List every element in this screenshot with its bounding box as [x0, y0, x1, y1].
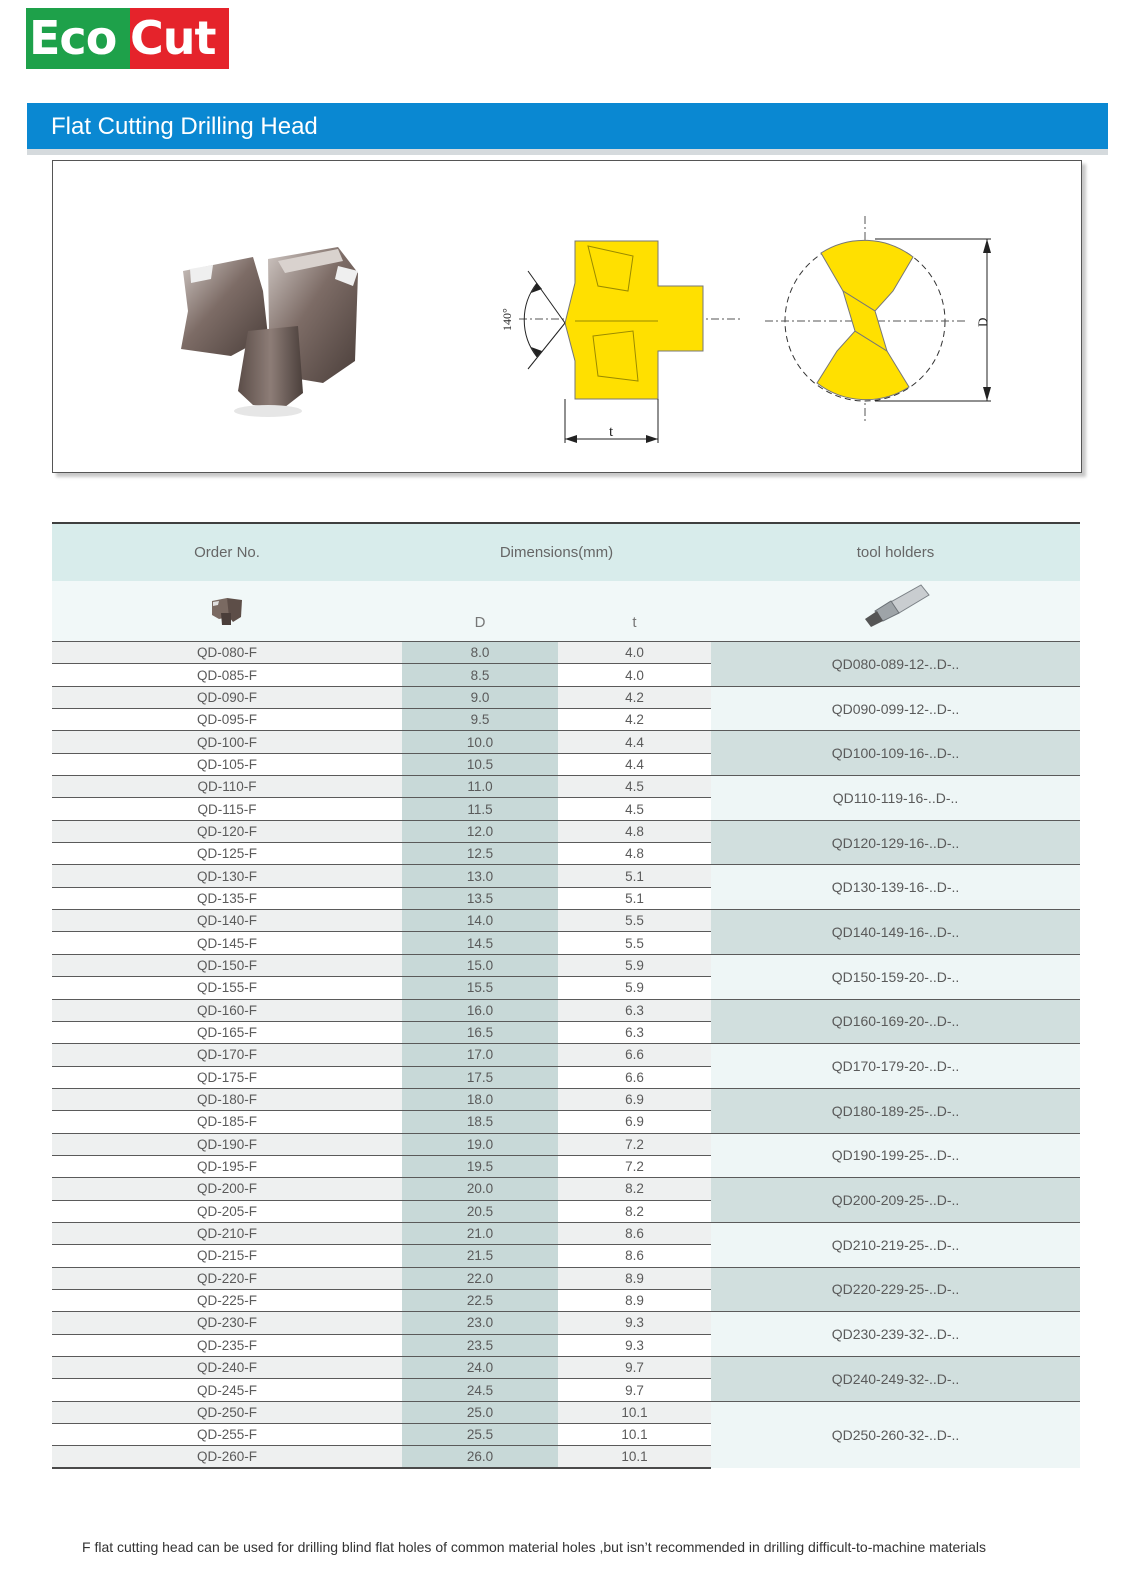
t-value-cell: 7.2	[558, 1155, 711, 1177]
d-value-cell: 15.5	[402, 977, 558, 999]
order-no-cell: QD-180-F	[52, 1088, 402, 1110]
table-row	[52, 1267, 1080, 1289]
d-value-cell: 10.0	[402, 731, 558, 753]
t-value-cell: 4.5	[558, 798, 711, 820]
table-row	[52, 999, 1080, 1021]
product-figure-box	[52, 160, 1082, 473]
tool-holder-thumbnail	[711, 581, 1080, 642]
order-no-cell: QD-145-F	[52, 932, 402, 954]
d-value-cell: 14.0	[402, 910, 558, 932]
d-value-cell: 13.5	[402, 887, 558, 909]
tool-holder-cell: QD250-260-32-..D-..	[711, 1401, 1080, 1468]
order-no-cell: QD-170-F	[52, 1044, 402, 1066]
table-row	[52, 1088, 1080, 1110]
d-value-cell: 13.0	[402, 865, 558, 887]
tool-holder-cell: QD160-169-20-..D-..	[711, 999, 1080, 1044]
table-row	[52, 954, 1080, 976]
table-row	[52, 1401, 1080, 1423]
title-banner	[27, 103, 1108, 155]
tool-holder-cell: QD130-139-16-..D-..	[711, 865, 1080, 910]
front-view-drawing	[765, 216, 991, 423]
d-value-cell: 11.5	[402, 798, 558, 820]
d-value-cell: 19.5	[402, 1155, 558, 1177]
logo-eco-text: Eco	[26, 8, 130, 69]
order-no-cell: QD-095-F	[52, 709, 402, 731]
order-no-cell: QD-100-F	[52, 731, 402, 753]
d-value-cell: 18.0	[402, 1088, 558, 1110]
t-value-cell: 5.5	[558, 932, 711, 954]
tool-holder-cell: QD240-249-32-..D-..	[711, 1357, 1080, 1402]
table-row	[52, 1357, 1080, 1379]
order-no-cell: QD-175-F	[52, 1066, 402, 1088]
order-no-cell: QD-190-F	[52, 1133, 402, 1155]
t-value-cell: 8.9	[558, 1267, 711, 1289]
t-value-cell: 9.7	[558, 1379, 711, 1401]
order-no-cell: QD-080-F	[52, 642, 402, 664]
logo-cut-text: Cut	[130, 8, 229, 69]
tool-holder-cell: QD230-239-32-..D-..	[711, 1312, 1080, 1357]
tool-holder-cell: QD190-199-25-..D-..	[711, 1133, 1080, 1178]
order-no-cell: QD-210-F	[52, 1222, 402, 1244]
table-row	[52, 1312, 1080, 1334]
t-value-cell: 6.3	[558, 999, 711, 1021]
d-value-cell: 8.5	[402, 664, 558, 686]
t-value-cell: 8.6	[558, 1222, 711, 1244]
t-value-cell: 8.2	[558, 1178, 711, 1200]
d-value-cell: 22.5	[402, 1289, 558, 1311]
order-no-cell: QD-235-F	[52, 1334, 402, 1356]
t-value-cell: 4.8	[558, 843, 711, 865]
drill-head-photo	[181, 247, 358, 417]
order-no-cell: QD-155-F	[52, 977, 402, 999]
table-row	[52, 686, 1080, 708]
d-value-cell: 14.5	[402, 932, 558, 954]
t-value-cell: 6.6	[558, 1044, 711, 1066]
t-value-cell: 4.5	[558, 776, 711, 798]
page-title: Flat Cutting Drilling Head	[51, 113, 318, 140]
d-dimension-label: D	[975, 317, 990, 327]
order-no-cell: QD-105-F	[52, 753, 402, 775]
t-value-cell: 5.5	[558, 910, 711, 932]
d-value-cell: 20.0	[402, 1178, 558, 1200]
tool-holder-cell: QD090-099-12-..D-..	[711, 686, 1080, 731]
t-value-cell: 10.1	[558, 1424, 711, 1446]
t-value-cell: 5.9	[558, 954, 711, 976]
order-no-cell: QD-230-F	[52, 1312, 402, 1334]
table-header-row	[52, 523, 1080, 581]
d-value-cell: 25.5	[402, 1424, 558, 1446]
d-value-cell: 22.0	[402, 1267, 558, 1289]
t-value-cell: 9.7	[558, 1357, 711, 1379]
d-value-cell: 20.5	[402, 1200, 558, 1222]
order-no-cell: QD-115-F	[52, 798, 402, 820]
tool-holder-cell: QD100-109-16-..D-..	[711, 731, 1080, 776]
tool-holder-cell: QD110-119-16-..D-..	[711, 776, 1080, 821]
t-value-cell: 4.0	[558, 664, 711, 686]
t-value-cell: 10.1	[558, 1446, 711, 1468]
order-no-cell: QD-125-F	[52, 843, 402, 865]
order-no-cell: QD-185-F	[52, 1111, 402, 1133]
product-drawings	[53, 161, 1081, 472]
table-row	[52, 776, 1080, 798]
d-value-cell: 9.5	[402, 709, 558, 731]
d-value-cell: 12.0	[402, 820, 558, 842]
tool-holder-cell: QD150-159-20-..D-..	[711, 954, 1080, 999]
d-value-cell: 18.5	[402, 1111, 558, 1133]
table-row	[52, 1133, 1080, 1155]
t-value-cell: 4.2	[558, 709, 711, 731]
d-value-cell: 21.5	[402, 1245, 558, 1267]
tool-holder-cell: QD180-189-25-..D-..	[711, 1088, 1080, 1133]
t-value-cell: 10.1	[558, 1401, 711, 1423]
ecocut-logo	[26, 8, 229, 69]
tool-holder-cell: QD220-229-25-..D-..	[711, 1267, 1080, 1312]
angle-label: 140°	[500, 308, 514, 331]
d-value-cell: 23.0	[402, 1312, 558, 1334]
t-value-cell: 4.0	[558, 642, 711, 664]
order-no-cell: QD-085-F	[52, 664, 402, 686]
spec-table	[52, 522, 1080, 1469]
d-value-cell: 17.0	[402, 1044, 558, 1066]
t-value-cell: 9.3	[558, 1312, 711, 1334]
order-no-cell: QD-160-F	[52, 999, 402, 1021]
order-no-cell: QD-215-F	[52, 1245, 402, 1267]
d-value-cell: 8.0	[402, 642, 558, 664]
t-value-cell: 5.1	[558, 865, 711, 887]
d-value-cell: 9.0	[402, 686, 558, 708]
t-value-cell: 7.2	[558, 1133, 711, 1155]
table-row	[52, 1178, 1080, 1200]
d-value-cell: 16.0	[402, 999, 558, 1021]
d-value-cell: 15.0	[402, 954, 558, 976]
order-no-cell: QD-195-F	[52, 1155, 402, 1177]
t-value-cell: 6.9	[558, 1111, 711, 1133]
table-row	[52, 1222, 1080, 1244]
table-row	[52, 1044, 1080, 1066]
d-value-cell: 23.5	[402, 1334, 558, 1356]
order-no-header: Order No.	[194, 544, 260, 561]
tool-holder-cell: QD140-149-16-..D-..	[711, 910, 1080, 955]
order-no-cell: QD-200-F	[52, 1178, 402, 1200]
d-value-cell: 10.5	[402, 753, 558, 775]
t-value-cell: 4.4	[558, 731, 711, 753]
d-value-cell: 26.0	[402, 1446, 558, 1468]
tool-holder-cell: QD120-129-16-..D-..	[711, 820, 1080, 865]
drill-head-thumb-icon	[209, 595, 245, 627]
tool-holder-cell: QD170-179-20-..D-..	[711, 1044, 1080, 1089]
order-no-cell: QD-245-F	[52, 1379, 402, 1401]
t-dimension-label: t	[609, 424, 614, 440]
order-no-cell: QD-240-F	[52, 1357, 402, 1379]
order-no-cell: QD-260-F	[52, 1446, 402, 1468]
order-no-cell: QD-150-F	[52, 954, 402, 976]
t-column-header: t	[632, 614, 637, 631]
order-no-cell: QD-110-F	[52, 776, 402, 798]
d-value-cell: 17.5	[402, 1066, 558, 1088]
order-no-cell: QD-225-F	[52, 1289, 402, 1311]
d-value-cell: 24.5	[402, 1379, 558, 1401]
t-value-cell: 5.1	[558, 887, 711, 909]
order-no-cell: QD-250-F	[52, 1401, 402, 1423]
t-value-cell: 6.9	[558, 1088, 711, 1110]
table-row	[52, 865, 1080, 887]
d-column-header: D	[474, 614, 486, 631]
order-no-cell: QD-140-F	[52, 910, 402, 932]
t-value-cell: 4.8	[558, 820, 711, 842]
d-value-cell: 21.0	[402, 1222, 558, 1244]
tool-holder-cell: QD080-089-12-..D-..	[711, 642, 1080, 687]
d-value-cell: 25.0	[402, 1401, 558, 1423]
order-no-cell: QD-120-F	[52, 820, 402, 842]
table-row	[52, 731, 1080, 753]
table-row	[52, 910, 1080, 932]
t-value-cell: 8.6	[558, 1245, 711, 1267]
order-no-cell: QD-165-F	[52, 1021, 402, 1043]
t-value-cell: 9.3	[558, 1334, 711, 1356]
order-no-cell: QD-220-F	[52, 1267, 402, 1289]
order-no-cell: QD-255-F	[52, 1424, 402, 1446]
order-no-cell: QD-090-F	[52, 686, 402, 708]
t-value-cell: 5.9	[558, 977, 711, 999]
t-value-cell: 8.2	[558, 1200, 711, 1222]
d-value-cell: 12.5	[402, 843, 558, 865]
table-row	[52, 642, 1080, 664]
t-value-cell: 6.6	[558, 1066, 711, 1088]
table-row	[52, 820, 1080, 842]
t-value-cell: 6.3	[558, 1021, 711, 1043]
table-subheader-row	[52, 581, 1080, 642]
tool-holders-header: tool holders	[856, 544, 935, 561]
table-body	[52, 642, 1080, 1469]
order-no-cell: QD-135-F	[52, 887, 402, 909]
d-value-cell: 11.0	[402, 776, 558, 798]
tool-holder-cell: QD210-219-25-..D-..	[711, 1222, 1080, 1267]
side-view-drawing	[500, 241, 743, 443]
order-no-cell: QD-205-F	[52, 1200, 402, 1222]
t-value-cell: 4.2	[558, 686, 711, 708]
tool-holder-cell: QD200-209-25-..D-..	[711, 1178, 1080, 1223]
order-no-cell: QD-130-F	[52, 865, 402, 887]
dimensions-header: Dimensions(mm)	[499, 544, 614, 561]
footnote: F flat cutting head can be used for drilling blind flat holes of common material holes ,but isn’t recommended in drilling difficult-to-machine materials	[82, 1539, 986, 1555]
d-value-cell: 19.0	[402, 1133, 558, 1155]
tool-holder-thumb-icon	[859, 581, 933, 631]
d-value-cell: 16.5	[402, 1021, 558, 1043]
drill-head-thumbnail	[52, 581, 402, 642]
t-value-cell: 4.4	[558, 753, 711, 775]
t-value-cell: 8.9	[558, 1289, 711, 1311]
d-value-cell: 24.0	[402, 1357, 558, 1379]
